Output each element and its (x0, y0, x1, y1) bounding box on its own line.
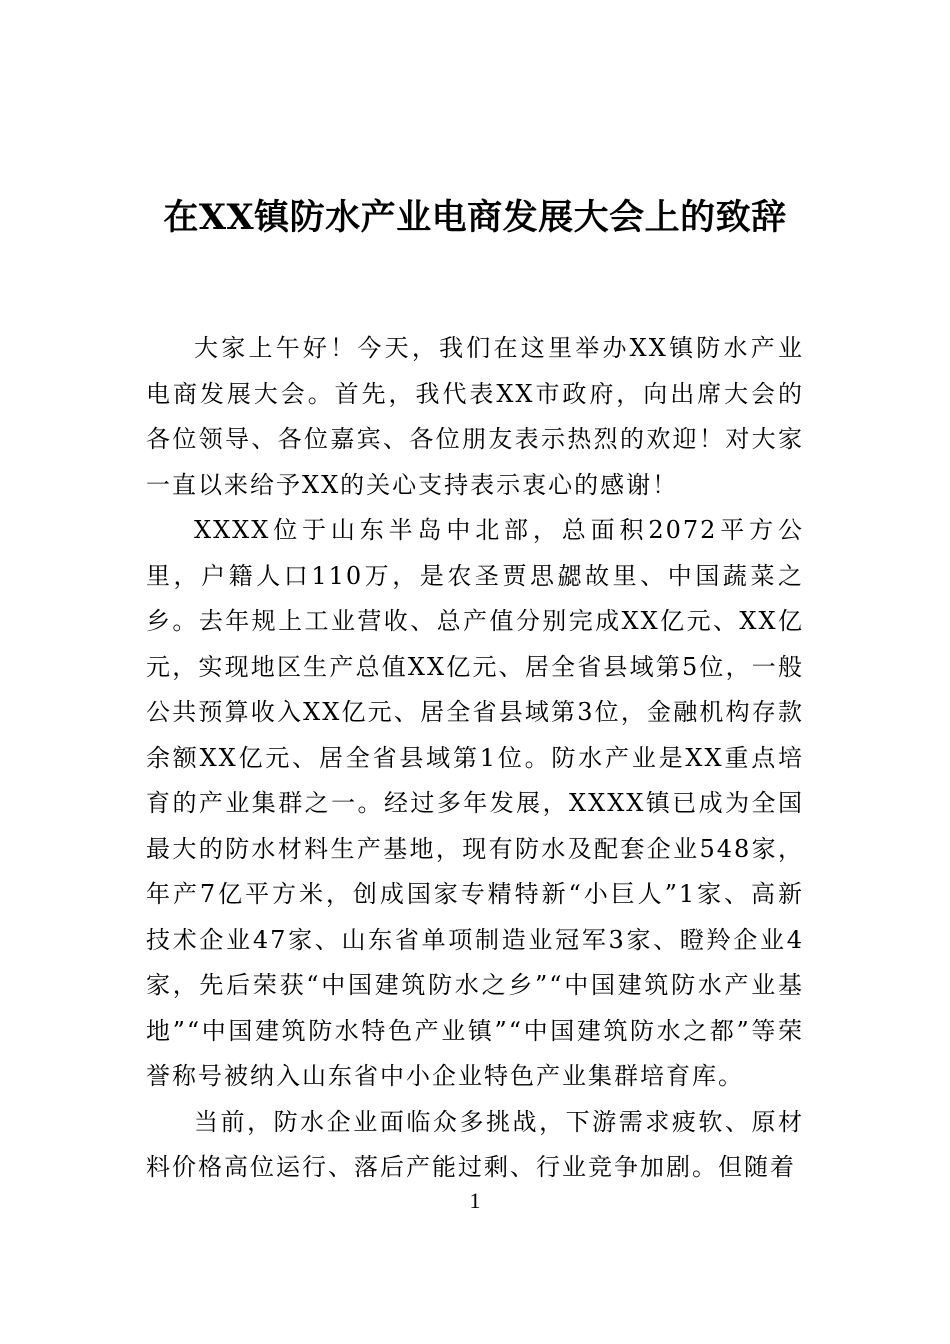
paragraph-challenges: 当前，防水企业面临众多挑战，下游需求疲软、原材料价格高位运行、落后产能过剩、行业竞争加剧。但随着 (146, 1107, 804, 1181)
document-title: 在XX镇防水产业电商发展大会上的致辞 (163, 197, 787, 238)
paragraph-overview: XXXX位于山东半岛中北部，总面积2072平方公里，户籍人口110万，是农圣贾思勰故里、中国蔬菜之乡。去年规上工业营收、总产值分别完成XX亿元、XX亿元，实现地区生产总值XX亿元、居全省县域第5位，一般公共预算收入XX亿元、居全省县域第3位，金融机构存款余额XX亿元、居全省县域第1位。防水产业是XX重点培育的产业集群之一。经过多年发展，XXXX镇已成为全国最大的防水材料生产基地，现有防水及配套企业548家，年产7亿平方米，创成国家专精特新“小巨人”1家、高新技术企业47家、山东省单项制造业冠军3家、瞪羚企业4家，先后荣获“中国建筑防水之乡”“中国建筑防水产业基地”“中国建筑防水特色产业镇”“中国建筑防水之都”等荣誉称号被纳入山东省中小企业特色产业集群培育库。 (146, 516, 804, 1090)
document-body (146, 326, 804, 1191)
page-number: 1 (469, 1188, 481, 1213)
paragraph-greeting: 大家上午好！今天，我们在这里举办XX镇防水产业电商发展大会。首先，我代表XX市政府，向出席大会的各位领导、各位嘉宾、各位朋友表示热烈的欢迎！对大家一直以来给予XX的关心支持表示衷心的感谢！ (146, 334, 804, 499)
